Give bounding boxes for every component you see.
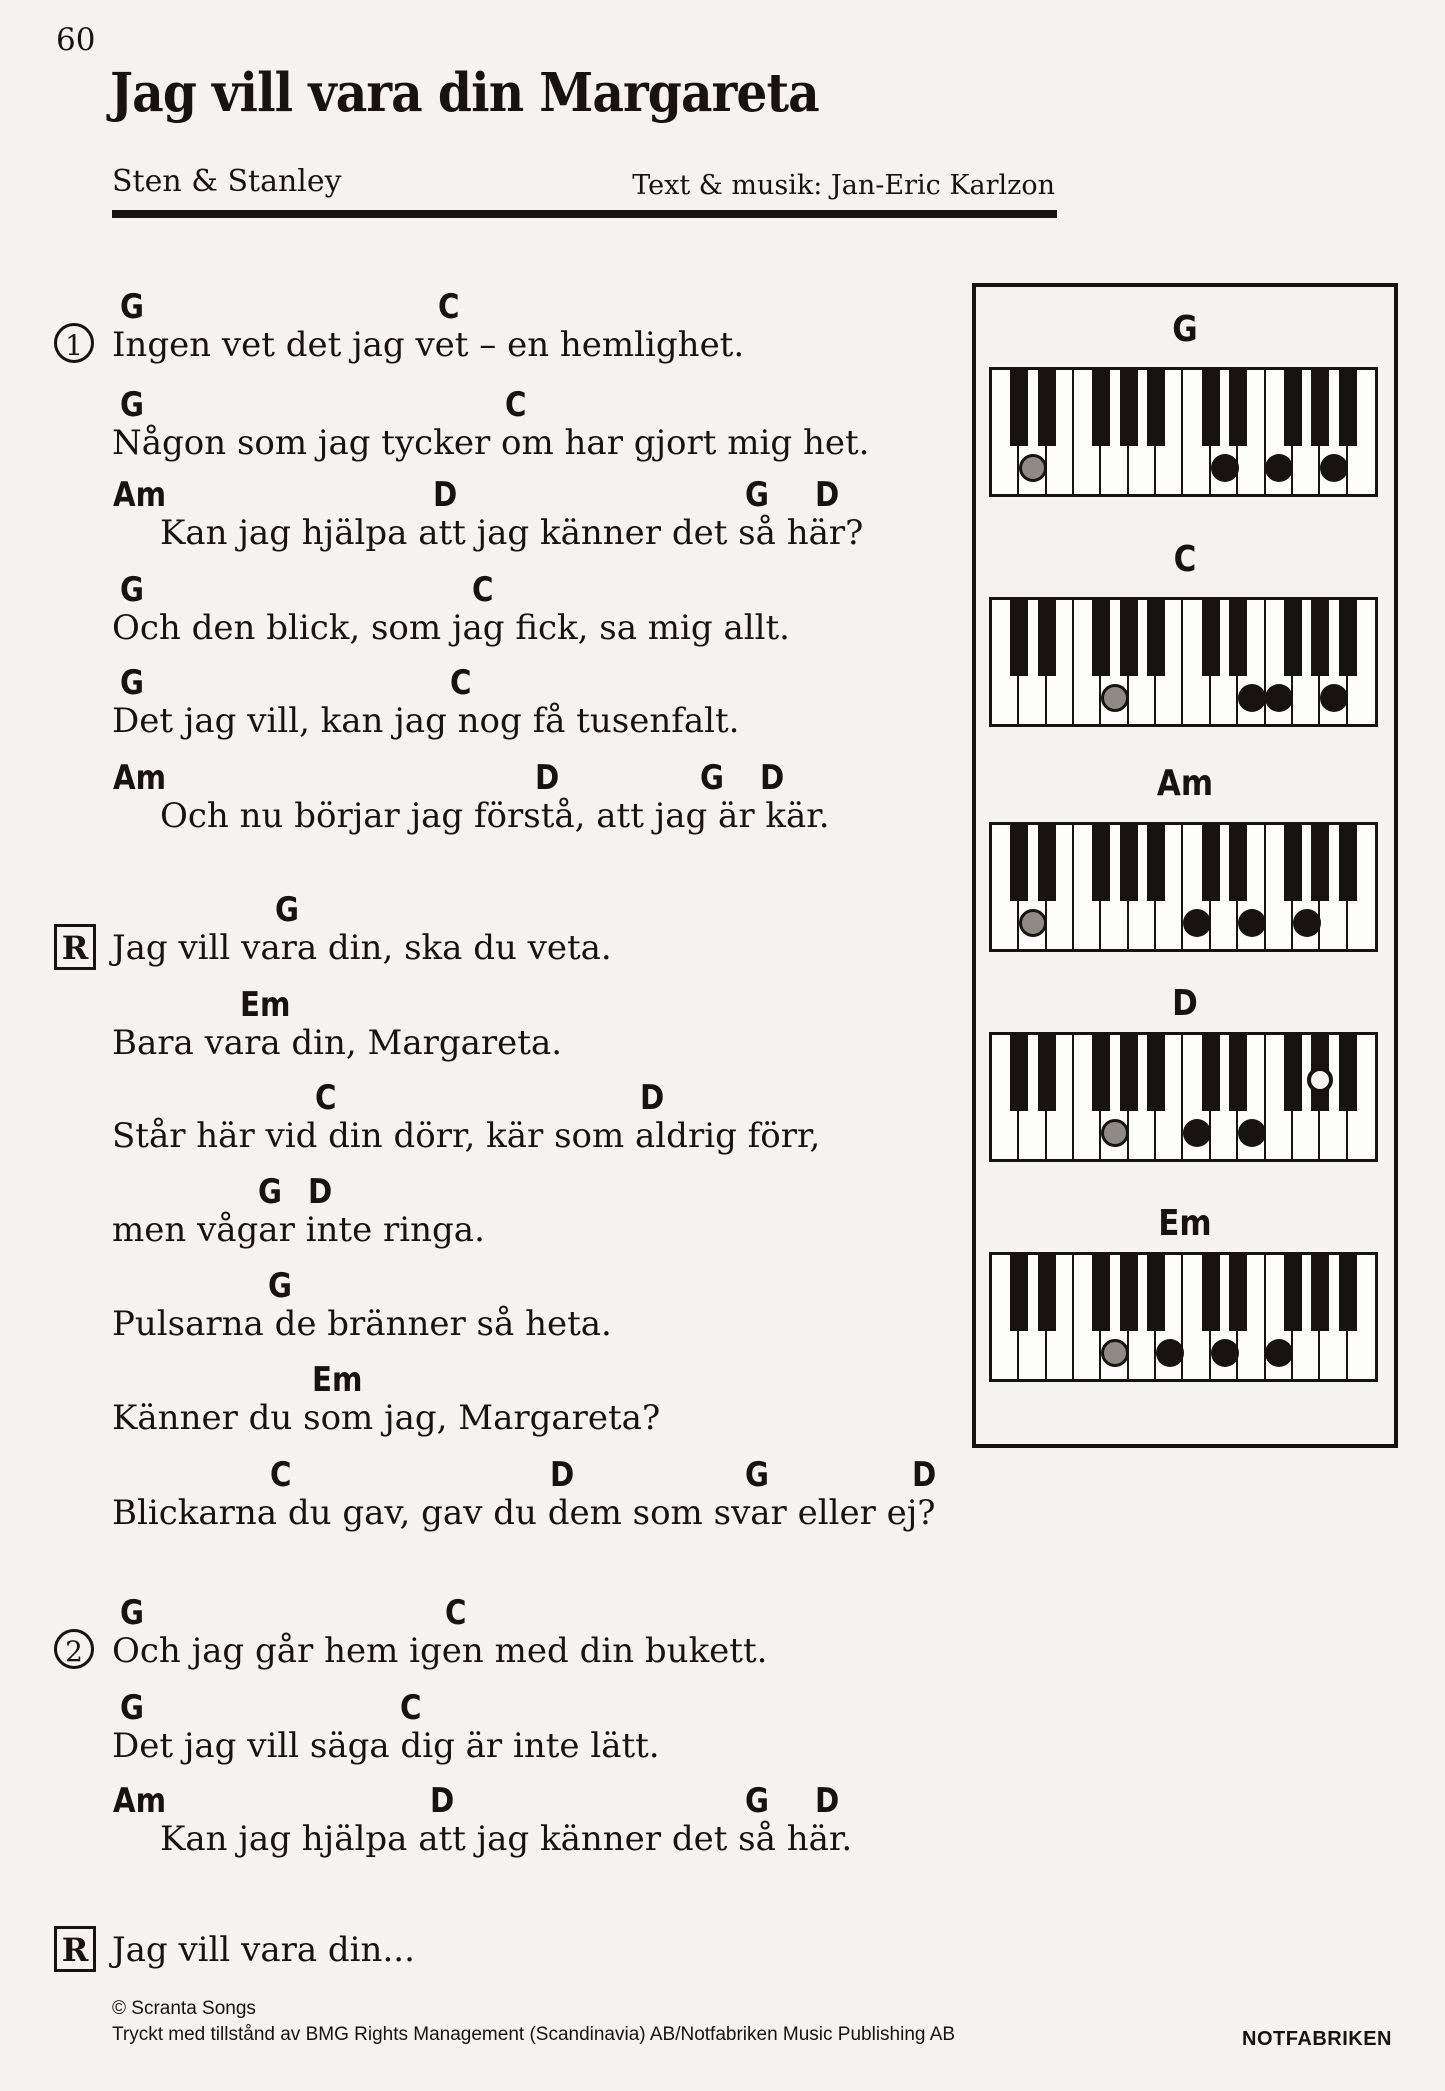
piano-keyboard [989, 367, 1378, 497]
section-marker: 1 [54, 323, 94, 363]
bass-note-dot [1019, 454, 1047, 482]
chord-label: C [450, 663, 472, 703]
black-key [1120, 1035, 1138, 1111]
song-line [0, 1688, 1445, 1780]
chord-label: D [430, 1781, 455, 1821]
chord-label: D [433, 475, 458, 515]
lyric-text: Kan jag hjälpa att jag känner det så här. [160, 1819, 853, 1859]
title-rule [112, 210, 1057, 218]
footer-license: Tryckt med tillstånd av BMG Rights Management (Scandinavia) AB/Notfabriken Music Publishing AB [112, 2024, 956, 2045]
black-key [1120, 1255, 1138, 1331]
black-key [1202, 825, 1220, 901]
section-marker: 2 [54, 1629, 94, 1669]
black-key [1339, 1035, 1357, 1111]
piano-keyboard [989, 1252, 1378, 1382]
black-key [1284, 370, 1302, 446]
chord-tone-dot [1211, 454, 1239, 482]
chord-label: G [745, 1781, 770, 1821]
chord-label: G [258, 1172, 283, 1212]
lyric-text: Och jag går hem igen med din bukett. [112, 1631, 768, 1671]
chord-label: G [120, 663, 145, 703]
black-key [1092, 370, 1110, 446]
black-key [1120, 370, 1138, 446]
song-line [0, 1892, 1445, 1984]
chord-tone-dot [1320, 684, 1348, 712]
black-key [1147, 1255, 1165, 1331]
song-title: Jag vill vara din Margareta [110, 62, 819, 124]
chord-label: Am [113, 475, 167, 515]
page-number: 60 [56, 22, 96, 58]
lyric-text: Ingen vet det jag vet – en hemlighet. [112, 325, 745, 365]
black-key [1311, 825, 1329, 901]
black-key [1284, 1035, 1302, 1111]
lyric-text: Kan jag hjälpa att jag känner det så här? [160, 513, 864, 553]
lyric-text: Det jag vill, kan jag nog få tusenfalt. [112, 701, 740, 741]
chord-tone-dot [1211, 1339, 1239, 1367]
chord-tone-dot [1238, 909, 1266, 937]
footer-copyright: © Scranta Songs [112, 1998, 256, 2019]
chord-label: G [268, 1266, 293, 1306]
section-marker: R [54, 924, 96, 970]
black-key [1202, 1255, 1220, 1331]
bass-note-dot [1101, 1119, 1129, 1147]
black-key [1147, 825, 1165, 901]
chord-tone-dot [1293, 909, 1321, 937]
black-key [1120, 600, 1138, 676]
chord-label: G [275, 890, 300, 930]
lyric-text: Och den blick, som jag fick, sa mig allt. [112, 608, 790, 648]
black-key [1202, 1035, 1220, 1111]
chord-label: D [535, 758, 560, 798]
section-marker: R [54, 1926, 96, 1972]
black-key [1092, 825, 1110, 901]
black-key [1010, 600, 1028, 676]
black-key [1147, 600, 1165, 676]
chord-tone-dot [1156, 1339, 1184, 1367]
chord-tone-dot [1320, 454, 1348, 482]
black-key [1092, 1255, 1110, 1331]
chord-label: D [815, 475, 840, 515]
chord-label: G [120, 1688, 145, 1728]
chord-label: C [505, 385, 527, 425]
black-key [1038, 825, 1056, 901]
black-key [1339, 600, 1357, 676]
chord-label: D [550, 1455, 575, 1495]
black-key [1010, 1035, 1028, 1111]
black-key [1229, 1035, 1247, 1111]
chord-tone-dot [1238, 684, 1266, 712]
chord-label: C [315, 1078, 337, 1118]
black-key [1038, 370, 1056, 446]
chord-label: C [472, 570, 494, 610]
black-key [1010, 370, 1028, 446]
black-key [1339, 370, 1357, 446]
song-line [0, 1455, 1445, 1547]
black-key [1202, 370, 1220, 446]
chord-tone-dot [1183, 1119, 1211, 1147]
lyric-text: Någon som jag tycker om har gjort mig het. [112, 423, 870, 463]
chord-label: Am [113, 758, 167, 798]
chord-label: C [270, 1455, 292, 1495]
black-key [1229, 825, 1247, 901]
black-key [1147, 370, 1165, 446]
chord-label: D [815, 1781, 840, 1821]
chord-tone-dot [1183, 909, 1211, 937]
lyric-text: Blickarna du gav, gav du dem som svar eller ej? [112, 1493, 936, 1533]
black-key [1284, 825, 1302, 901]
chord-tone-dot [1238, 1119, 1266, 1147]
chord-label: C [445, 1593, 467, 1633]
chord-label: G [700, 758, 725, 798]
song-line [0, 1781, 1445, 1873]
chord-diagram-label: Am [1156, 763, 1214, 804]
chord-diagram-label: C [1173, 539, 1197, 580]
bass-note-dot [1019, 909, 1047, 937]
black-key [1229, 370, 1247, 446]
bass-note-dot [1101, 684, 1129, 712]
black-key [1311, 370, 1329, 446]
lyric-text: Står här vid din dörr, kär som aldrig förr, [112, 1116, 821, 1156]
chord-diagram-label: G [1172, 309, 1198, 350]
black-key [1339, 1255, 1357, 1331]
chord-label: G [745, 475, 770, 515]
lyric-text: Jag vill vara din, ska du veta. [112, 928, 612, 968]
chord-label: G [120, 385, 145, 425]
black-key [1229, 1255, 1247, 1331]
black-key [1038, 1255, 1056, 1331]
song-artist: Sten & Stanley [112, 164, 342, 199]
chord-label: G [120, 287, 145, 327]
chord-label: D [912, 1455, 937, 1495]
black-key [1120, 825, 1138, 901]
black-key [1092, 1035, 1110, 1111]
chord-label: C [400, 1688, 422, 1728]
bass-note-dot [1101, 1339, 1129, 1367]
lyric-text: Och nu börjar jag förstå, att jag är kär. [160, 796, 830, 836]
black-key [1010, 825, 1028, 901]
chord-label: G [745, 1455, 770, 1495]
piano-keyboard [989, 1032, 1378, 1162]
lyric-text: Det jag vill säga dig är inte lätt. [112, 1726, 660, 1766]
black-key [1010, 1255, 1028, 1331]
lyric-text: Jag vill vara din... [112, 1930, 415, 1970]
piano-keyboard [989, 597, 1378, 727]
lyric-text: Bara vara din, Margareta. [112, 1023, 563, 1063]
chord-label: Em [240, 985, 291, 1025]
chord-diagram-label: Em [1158, 1203, 1212, 1244]
chord-label: Am [113, 1781, 167, 1821]
black-key [1311, 600, 1329, 676]
black-key [1284, 1255, 1302, 1331]
chord-label: D [640, 1078, 665, 1118]
lyric-text: Pulsarna de bränner så heta. [112, 1304, 612, 1344]
black-key [1038, 1035, 1056, 1111]
black-key [1092, 600, 1110, 676]
black-key [1339, 825, 1357, 901]
piano-keyboard [989, 822, 1378, 952]
chord-label: G [120, 570, 145, 610]
black-key [1229, 600, 1247, 676]
black-key [1038, 600, 1056, 676]
chord-label: G [120, 1593, 145, 1633]
chord-diagram-panel [972, 283, 1398, 1448]
footer-publisher: NOTFABRIKEN [1242, 2028, 1392, 2050]
chord-label: C [438, 287, 460, 327]
song-line [0, 1593, 1445, 1685]
lyric-text: Känner du som jag, Margareta? [112, 1398, 661, 1438]
song-credit: Text & musik: Jan-Eric Karlzon [632, 170, 1055, 201]
black-key [1284, 600, 1302, 676]
black-key [1202, 600, 1220, 676]
chord-label: D [760, 758, 785, 798]
chord-label: D [308, 1172, 333, 1212]
lyric-text: men vågar inte ringa. [112, 1210, 485, 1250]
black-key [1311, 1255, 1329, 1331]
chord-label: Em [312, 1360, 363, 1400]
chord-diagram-label: D [1172, 983, 1198, 1024]
black-key [1147, 1035, 1165, 1111]
